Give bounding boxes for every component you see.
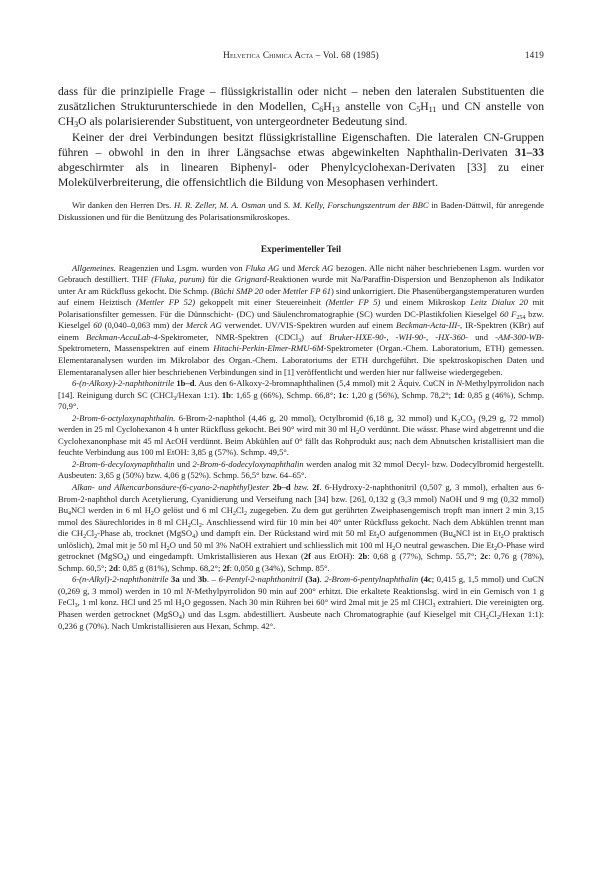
paragraph-alkyl-naphthonitriles: 6-(n-Alkyl)-2-naphthonitrile 3a und 3b. – 6-Pentyl-2-naphthonitril (3a). 2-Brom-6-pentylnaphthalin (4c; 0,415 g, 1,5 mmol) und CuCN (0,269 g, 3 mmol) werden in 10 ml N-Methylpyrrolidon 90 min auf 200° erhitzt. Die erkaltete Reaktionslsg. wird in ein Gemisch von 1 g FeCl$_3$, 1 ml konz. HCl und 25 ml $H_2O$ gegossen. Nach 30 min Rühren bei 60° wird 2mal mit je 25 ml CHCl$_3$ extrahiert. Die vereinigten org. Phasen werden getrocknet (MgSO$_4$) und das Lsgm. abdestilliert. Ausbeute nach Chromatographie (auf Kieselgel mit $CH_2Cl_2$/Hexan 1:1): 0,236 g (70%). Nach Umkristallisieren aus Hexan, Schmp. 42°.	[58, 574, 545, 631]
section-heading-experimental: Experimenteller Teil	[260, 243, 342, 254]
acknowledgement: Wir danken den Herren Drs. H. R. Zeller, M. A. Osman und S. M. Kelly, Forschungszentrum der BBC in Baden-Dättwil, für anregende Diskussionen und für die Benützung des Polarisationsmikroskopes.	[58, 200, 544, 223]
paragraph-cyano-naphthyl-esters: Alkan- und Alkencarbonsäure-(6-cyano-2-naphthyl)ester 2b–d bzw. 2f. 6-Hydroxy-2-naphthonitril (0,507 g, 3 mmol), erhalten aus 6-Brom-2-naphthol durch Acetylierung, Cyanidierung und Verseifung nach [34] bzw. [26], 0,132 g (3,3 mmol) NaOH und 9 mg (0,32 mmol) $Bu_4NCl$ werden in 6 ml $H_2O$ gelöst und 6 ml $CH_2Cl_2$ zugegeben. Zu dem gut gerührten Zweiphasengemisch tropft man innert 2 min 3,15 mmol des Säurechlorides in 8 ml $CH_2Cl_2$. Anschliessend wird für 10 min bei 40° unter Rückfluss gekocht. Nach dem Abkühlen trennt man die $CH_2Cl_2$-Phase ab, trocknet (MgSO$_4$) und dampft ein. Der Rückstand wird mit 50 ml $Et_2O$ aufgenommen ($Bu_4NCl$ ist in $Et_2O$ praktisch unlöslich), 2mal mit je 50 ml $H_2O$ und 50 ml 3% NaOH extrahiert und schliesslich mit 100 ml $H_2O$ neutral gewaschen. Die $Et_2O$-Phase wird getrocknet (MgSO$_4$) und eingedampft. Umkristallisieren aus Hexan (2f aus EtOH): 2b: 0,68 g (77%), Schmp. 55,7°; 2c: 0,76 g (78%), Schmp. 60,5°; 2d: 0,85 g (81%), Schmp. 68,2°; 2f: 0,050 g (34%), Schmp. 85°.	[58, 482, 545, 573]
paragraph-octyloxynaphthalin: 2-Brom-6-octyloxynaphthalin. 6-Brom-2-naphthol (4,46 g, 20 mmol), Octylbromid (6,18 g, 32 mmol) und $K_2CO_3$ (9,29 g, 72 mmol) werden in 25 ml Cyclohexanon 4 h unter Rückfluss gekocht. Bei 90° wird mit 30 ml $H_2O$ verdünnt. Die wässr. Phase wird abgetrennt und die Cyclohexanonphase mit 45 ml AcOH verdünnt. Beim Abkühlen auf 0° fällt das Rohprodukt aus; nach dem Abnutschen kristallisiert man die feuchte Verbindung aus 100 ml EtOH: 3,85 g (57%). Schmp. 49,5°.	[58, 412, 544, 458]
document-page	[58, 50, 544, 632]
paragraph-alkoxy-naphthonitriles: 6-(n-Alkoxy)-2-naphthonitrile 1b–d. Aus den 6-Alkoxy-2-bromnaphthalinen (5,4 mmol) mit 2 Äquiv. CuCN in N-Methylpyrrolidon nach [14]. Reinigung durch SC (CHCl$_3$/Hexan 1:1). 1b: 1,65 g (66%), Schmp. 66,8°; 1c: 1,20 g (56%), Schmp. 78,2°; 1d: 0,85 g (46%), Schmp. 70,9°.	[58, 378, 544, 412]
paragraph-decyloxynaphthalin: 2-Brom-6-decyloxynaphthalin und 2-Brom-6-dodecyloxynaphthalin werden analog mit 32 mmol Decyl- bzw. Dodecylbromid hergestellt. Ausbeuten: 3,65 g (50%) bzw. 4,06 g (52%). Schmp. 56,5° bzw. 64–65°.	[58, 458, 544, 481]
intro-paragraph-1: dass für die prinzipielle Frage – flüssigkristallin oder nicht – neben den lateralen Substituenten die zusätzlichen Strukturunterschiede in den Modellen, $C_6H_{13}$ anstelle von $C_5H_{11}$ und CN anstelle von $CH_3O$ als polarisierender Substituent, von untergeordneter Bedeutung sind.	[58, 85, 544, 130]
intro-paragraph-2: Keiner der drei Verbindungen besitzt flüssigkristalline Eigenschaften. Die lateralen CN-Gruppen führen – obwohl in den in ihrer Längsachse etwas abgewinkelten Naphthalin-Derivaten 31–33 abgeschirmter als in linearen Biphenyl- oder Phenylcyclohexan-Derivaten [33] zu einer Molekülverbreiterung, die offensichtlich die Bildung von Mesophasen verhindert.	[58, 130, 544, 190]
page-number: 1419	[524, 50, 544, 60]
paragraph-allgemeines: Allgemeines. Reagenzien und Lsgm. wurden von Fluka AG und Merck AG bezogen. Alle nicht näher beschriebenen Lsgm. wurden vor Gebrauch destilliert. THF (Fluka, purum) für die Grignard-Reaktionen wurde mit Na/Paraffin-Dispersion und Benzophenon als Indikator unter Ar am Rückfluss gekocht. Die Schmp. (Büchi SMP 20 oder Mettler FP 61) sind unkorrigiert. Die Phasenübergangstemperaturen wurden auf einem Heiztisch (Mettler FP 52) gekoppelt mit einer Steuereinheit (Mettler FP 5) und einem Mikroskop Leitz Dialux 20 mit Polarisationsfilter gemessen. Für die Dünnschicht- (DC) und Säulenchromatographie (SC) wurden DC-Plastikfolien Kieselgel 60 $F_{254}$ bzw. Kieselgel 60 (0,040–0,063 mm) der Merck AG verwendet. UV/VIS-Spektren wurden auf einem Beckman-Acta-III-, IR-Spektren (KBr) auf einem Beckman-AccuLab-4-Spektrometer, NMR-Spektren (CDCl$_3$) auf Bruker-HXE-90-, -WH-90-, -HX-360- und -AM-300-WB-Spektrometern, Massenspektren auf einem Hitachi-Perkin-Elmer-RMU-6M-Spektrometer (Organ.-Chem. Laboratorium, ETH) gemessen. Elementaranalysen wurden im Mikrolabor des Organ.-Chem. Laboratoriums der ETH durchgeführt. Die spektroskopischen Daten und Elementaranalysen aller hier beschriebenen Verbindungen sind in [1] veröffentlicht und werden hier nur fallweise wiedergegeben.	[58, 262, 545, 377]
journal-title: Helvetica Chimica Acta – Vol. 68 (1985)	[223, 50, 379, 60]
running-head	[58, 50, 544, 64]
